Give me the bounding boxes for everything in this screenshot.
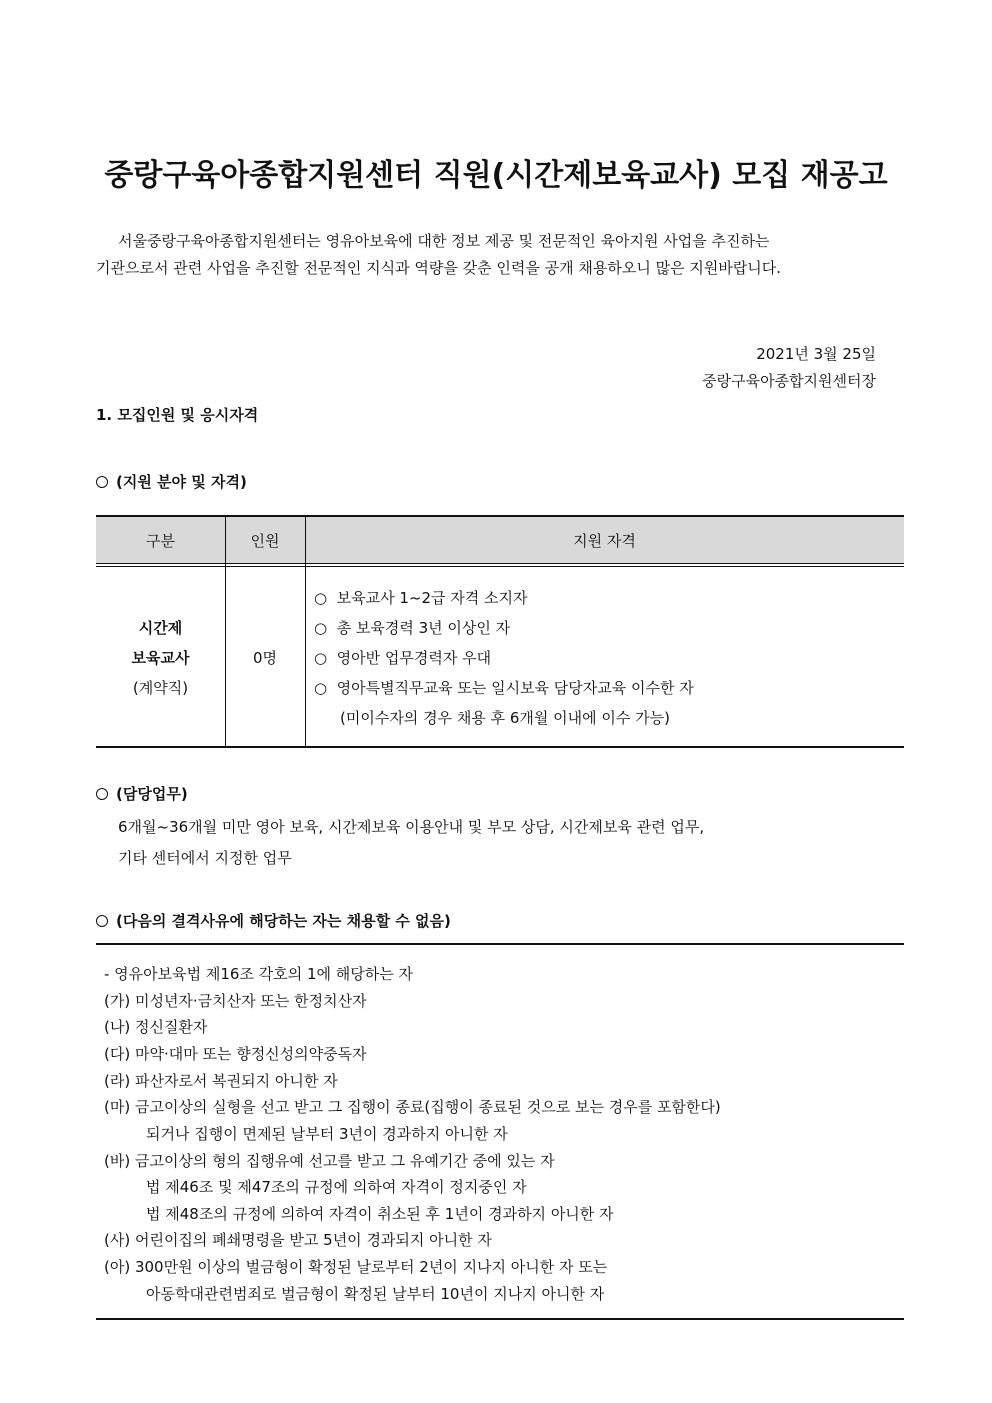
subheading-disqualifications — [96, 910, 451, 931]
category-line-3: (계약직) — [132, 679, 189, 697]
disq-line: 법 제48조의 규정에 의하여 자격이 취소된 후 1년이 경과하지 아니한 자 — [146, 1205, 614, 1223]
circle-marker-icon: ○ — [314, 589, 328, 607]
table-column-divider-2 — [305, 517, 306, 747]
table-top-border — [96, 515, 904, 517]
qualification-item: ○ 영아반 업무경력자 우대 — [314, 649, 492, 667]
qualification-item: ○ 총 보육경력 3년 이상인 자 — [314, 619, 511, 637]
circle-marker-icon: ○ — [314, 679, 328, 697]
disq-line: - 영유아보육법 제16조 각호의 1에 해당하는 자 — [104, 965, 413, 983]
category-line-2: 보육교사 — [131, 649, 190, 667]
disq-line: (바) 금고이상의 형의 집행유예 선고를 받고 그 유예기간 중에 있는 자 — [104, 1152, 555, 1170]
intro-line-2: 기관으로서 관련 사업을 추진할 전문적인 지식과 역량을 갖춘 인력을 공개 채용하오니 많은 지원바랍니다. — [96, 259, 782, 277]
circle-marker-icon: ○ — [314, 619, 328, 637]
subheading-duties-label: (담당업무) — [116, 785, 188, 803]
qualification-note: (미이수자의 경우 채용 후 6개월 이내에 이수 가능) — [340, 709, 670, 727]
circle-marker-icon: ○ — [314, 649, 328, 667]
subheading-duties — [96, 783, 188, 804]
disq-line: (사) 어린이집의 폐쇄명령을 받고 5년이 경과되지 아니한 자 — [104, 1231, 492, 1249]
disqualification-box-bottom — [96, 1318, 904, 1320]
table-header-divider-1 — [96, 563, 904, 564]
duties-line-2: 기타 센터에서 지정한 업무 — [118, 849, 292, 867]
disq-line: (라) 파산자로서 복권되지 아니한 자 — [104, 1072, 338, 1090]
disq-line: (마) 금고이상의 실형을 선고 받고 그 집행이 종료(집행이 종료된 것으로 보는 경우를 포함한다) — [104, 1098, 721, 1116]
circle-bullet-icon — [96, 915, 108, 927]
disq-line: (가) 미성년자·금치산자 또는 한정치산자 — [104, 992, 367, 1010]
page-title: 중랑구육아종합지원센터 직원(시간제보육교사) 모집 재공고 — [104, 158, 888, 193]
disq-line: 되거나 집행이 면제된 날부터 3년이 경과하지 아니한 자 — [146, 1125, 508, 1143]
duties-line-1: 6개월~36개월 미만 영아 보육, 시간제보육 이용안내 및 부모 상담, 시간제보육 관련 업무, — [118, 818, 705, 836]
table-bottom-border — [96, 746, 904, 748]
qualification-item: ○ 보육교사 1~2급 자격 소지자 — [314, 589, 528, 607]
disq-line: (나) 정신질환자 — [104, 1018, 208, 1036]
disq-line: 법 제46조 및 제47조의 규정에 의하여 자격이 정지중인 자 — [146, 1178, 527, 1196]
disq-line: (아) 300만원 이상의 벌금형이 확정된 날로부터 2년이 지나지 아니한 자 또는 — [104, 1258, 608, 1276]
disqualification-box-top — [96, 943, 904, 945]
announcement-date: 2021년 3월 25일 — [756, 345, 876, 363]
category-line-1: 시간제 — [138, 619, 183, 637]
table-header-divider-2 — [96, 566, 904, 567]
qualification-item: ○ 영아특별직무교육 또는 일시보육 담당자교육 이수한 자 — [314, 679, 694, 697]
table-header-qualification: 지원 자격 — [573, 532, 636, 550]
subheading-fields-label: (지원 분야 및 자격) — [116, 473, 247, 491]
table-header-count: 인원 — [250, 532, 280, 550]
disq-line: 아동학대관련범죄로 벌금형이 확정된 날부터 10년이 지나지 아니한 자 — [146, 1285, 605, 1303]
subheading-disqualifications-label: (다음의 결격사유에 해당하는 자는 채용할 수 없음) — [116, 912, 451, 930]
table-column-divider-1 — [225, 517, 226, 747]
issuer-name: 중랑구육아종합지원센터장 — [702, 372, 876, 390]
table-header-category: 구분 — [146, 532, 175, 550]
positions-count: 0명 — [252, 649, 278, 667]
intro-line-1: 서울중랑구육아종합지원센터는 영유아보육에 대한 정보 제공 및 전문적인 육아지원 사업을 추진하는 — [118, 232, 770, 250]
subheading-fields — [96, 471, 247, 492]
disq-line: (다) 마약·대마 또는 향정신성의약중독자 — [104, 1045, 367, 1063]
section-heading-1: 1. 모집인원 및 응시자격 — [96, 406, 259, 424]
circle-bullet-icon — [96, 476, 108, 488]
circle-bullet-icon — [96, 788, 108, 800]
